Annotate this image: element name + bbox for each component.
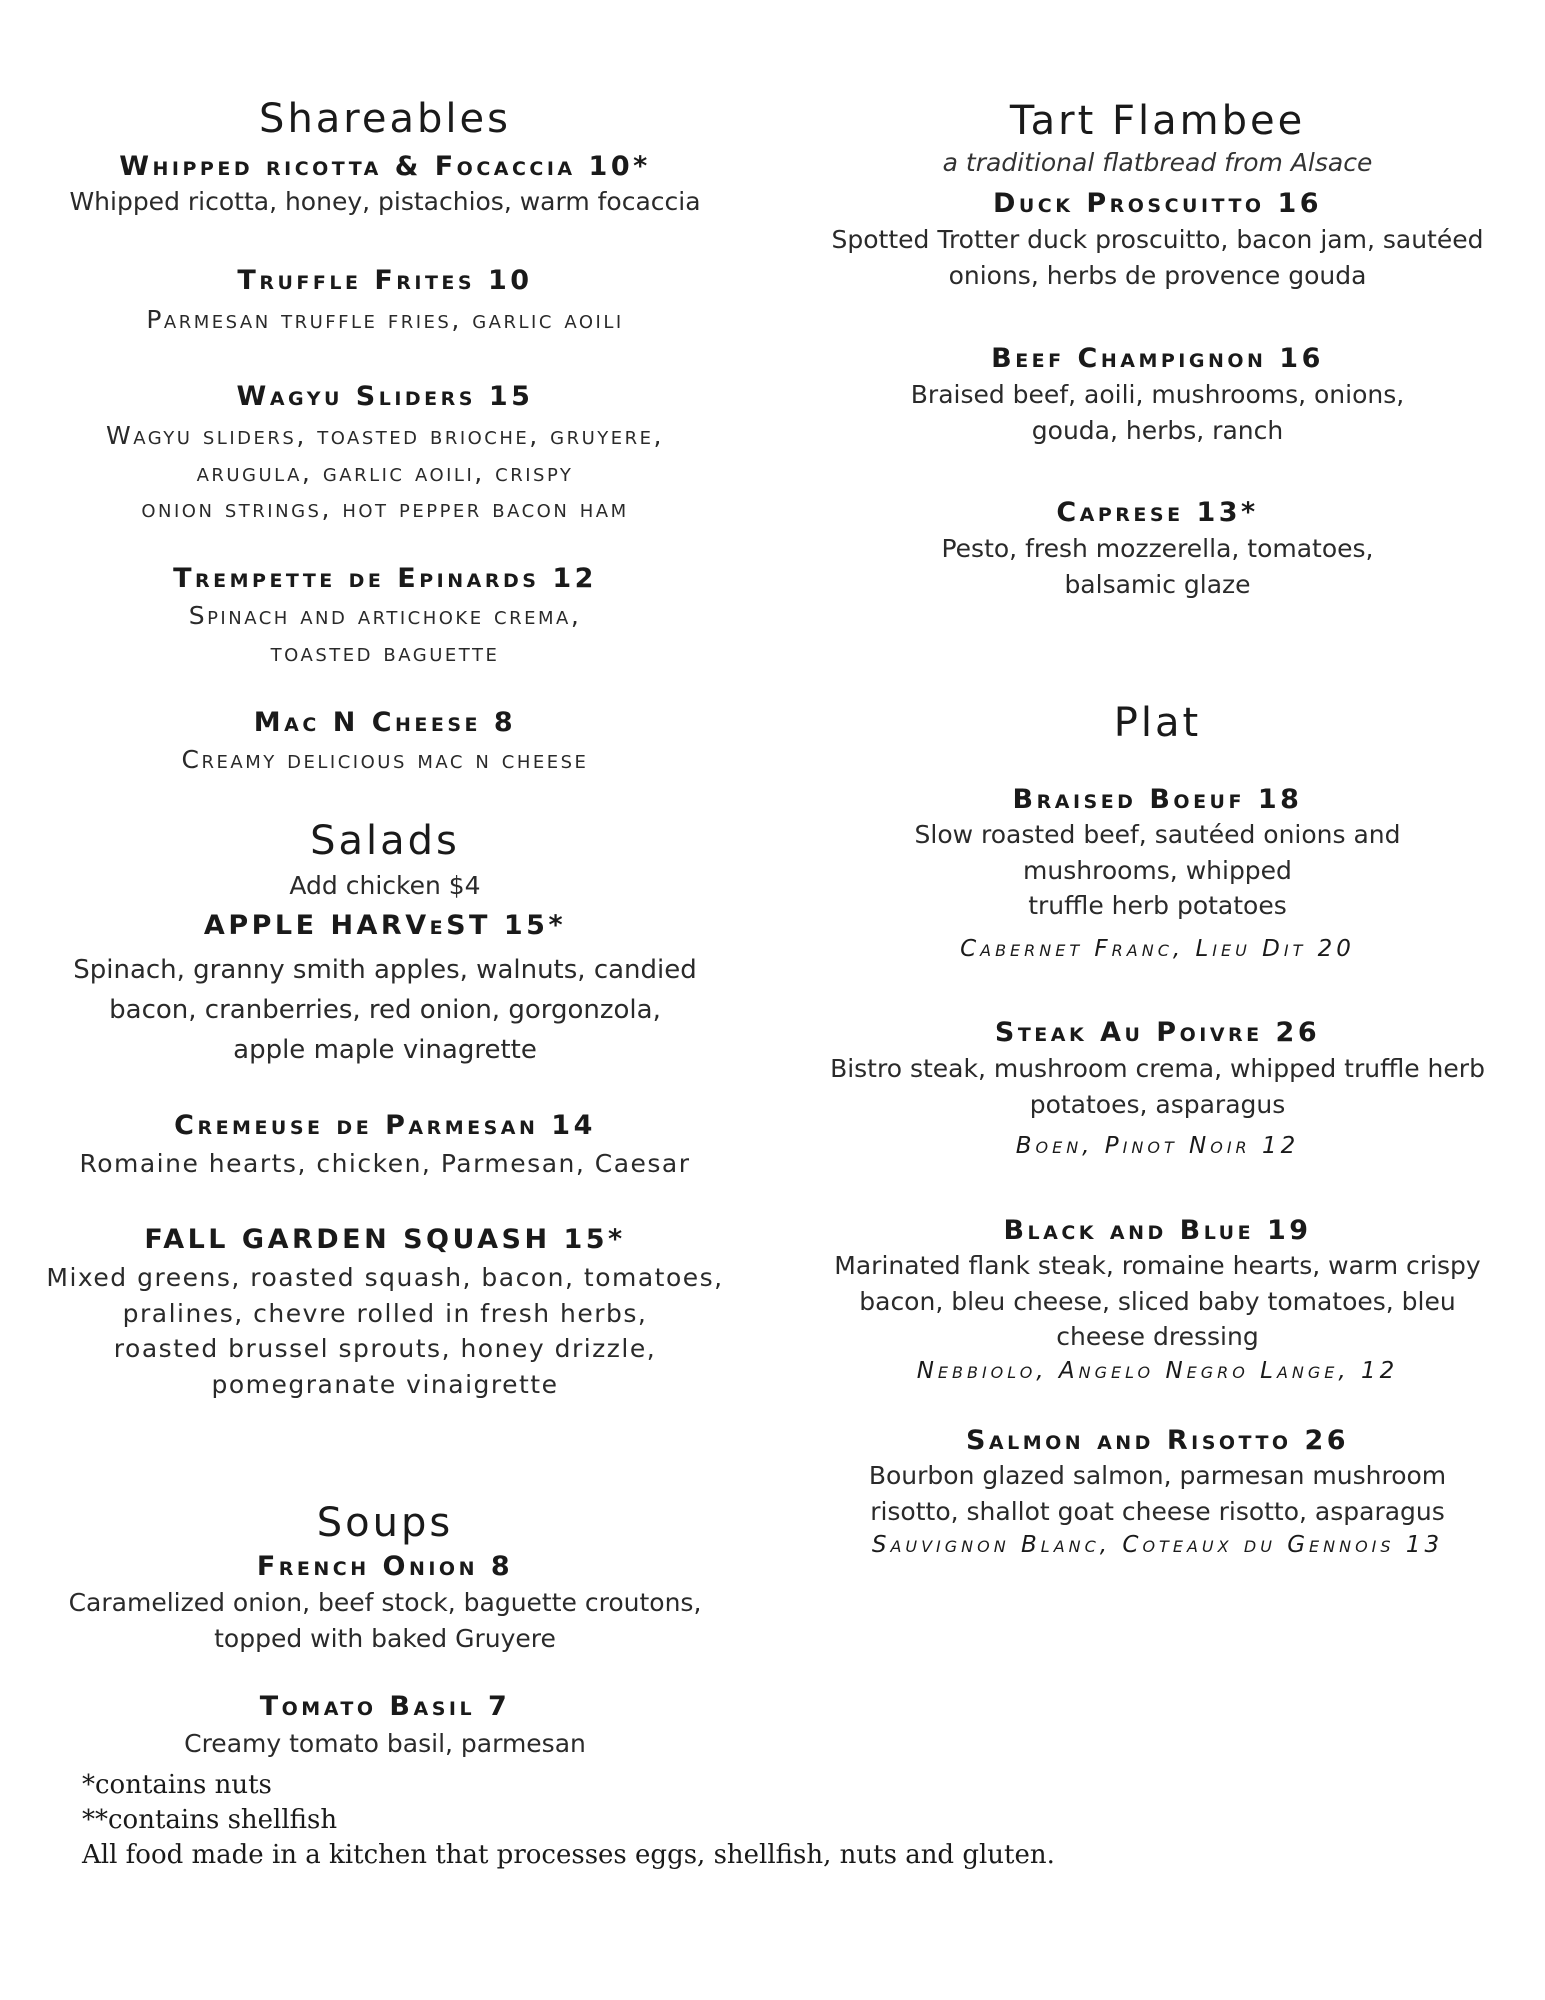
plat-title: Plat <box>1113 700 1202 746</box>
menu-item-desc: Wagyu sliders, toasted brioche, gruyere, arugula, garlic aoili, crispy onion strings, hot pepper bacon ham <box>106 421 664 523</box>
menu-item-name: Mac N Cheese 8 <box>253 707 517 738</box>
menu-item-desc: Spinach and artichoke crema, toasted baguette <box>188 601 582 667</box>
menu-item-desc: Romaine hearts, chicken, Parmesan, Caesar <box>79 1149 691 1178</box>
menu-item-desc: Bourbon glazed salmon, parmesan mushroom risotto, shallot goat cheese risotto, asparagus <box>868 1461 1447 1526</box>
menu-item-name: French Onion 8 <box>256 1551 514 1582</box>
tart-flambee-title: Tart Flambee <box>1009 98 1306 144</box>
menu-item-name: Tomato Basil 7 <box>259 1691 511 1722</box>
menu-item-desc: Parmesan truffle fries, garlic aoili <box>146 305 624 334</box>
menu-item-name: Truffle Frites 10 <box>237 265 533 296</box>
footnote-nuts: *contains nuts <box>82 1770 272 1800</box>
menu-item-name: Steak Au Poivre 26 <box>994 1017 1321 1048</box>
menu-item-name: Whipped ricotta & Focaccia 10* <box>119 151 651 182</box>
wine-pairing: Sauvignon Blanc, Coteaux du Gennois 13 <box>871 1532 1444 1558</box>
menu-item-name: Duck Proscuitto 16 <box>992 188 1323 219</box>
menu-item-desc: Whipped ricotta, honey, pistachios, warm focaccia <box>69 187 701 216</box>
wine-pairing: Nebbiolo, Angelo Negro Lange, 12 <box>916 1358 1399 1384</box>
shareables-title: Shareables <box>259 96 511 142</box>
menu-item-desc: Creamy delicious mac n cheese <box>181 745 589 774</box>
menu-item-name: FALL GARDEN SQUASH 15* <box>144 1224 626 1255</box>
menu-item-desc: Pesto, fresh mozzerella, tomatoes, balsamic glaze <box>941 534 1374 599</box>
footnotes <box>82 1768 1055 1873</box>
menu-item-name: Cremeuse de Parmesan 14 <box>174 1110 596 1141</box>
soups-title: Soups <box>316 1500 454 1546</box>
menu-item-name: Black and Blue 19 <box>1003 1215 1312 1246</box>
menu-item-desc: Caramelized onion, beef stock, baguette croutons, topped with baked Gruyere <box>68 1588 702 1653</box>
wine-pairing: Boen, Pinot Noir 12 <box>1015 1133 1300 1159</box>
footnote-shellfish: **contains shellfish <box>82 1805 338 1835</box>
menu-item-desc: Slow roasted beef, sautéed onions and mushrooms, whipped truffle herb potatoes <box>914 820 1401 920</box>
menu-item-desc: Bistro steak, mushroom crema, whipped truffle herb potatoes, asparagus <box>830 1054 1485 1119</box>
menu-item-name: Caprese 13* <box>1056 497 1259 528</box>
salads-title: Salads <box>310 818 460 864</box>
menu-item-desc: Braised beef, aoili, mushrooms, onions, gouda, herbs, ranch <box>910 380 1405 445</box>
menu-item-desc: Spinach, granny smith apples, walnuts, candied bacon, cranberries, red onion, gorgonzola, apple maple vinagrette <box>73 955 697 1065</box>
menu-item-name: Beef Champignon 16 <box>991 343 1324 374</box>
menu-item-name: Salmon and Risotto 26 <box>965 1425 1350 1456</box>
menu-item-name: Wagyu Sliders 15 <box>236 381 534 412</box>
wine-pairing: Cabernet Franc, Lieu Dit 20 <box>960 936 1355 962</box>
tart-flambee-subtitle: a traditional flatbread from Alsace <box>942 148 1373 177</box>
menu-item-name: APPLE HARVeST 15* <box>203 910 567 941</box>
menu-item-name: Trempette de Epinards 12 <box>173 563 597 594</box>
footnote-allergens: All food made in a kitchen that processes eggs, shellfish, nuts and gluten. <box>82 1840 1055 1870</box>
menu-item-desc: Spotted Trotter duck proscuitto, bacon jam, sautéed onions, herbs de provence gouda <box>831 225 1484 290</box>
salads-subtitle: Add chicken $4 <box>289 871 481 900</box>
menu-item-desc: Mixed greens, roasted squash, bacon, tomatoes, pralines, chevre rolled in fresh herbs, roasted brussel sprouts, honey drizzle, pomegranate vinaigrette <box>46 1263 724 1399</box>
menu-item-desc: Marinated flank steak, romaine hearts, warm crispy bacon, bleu cheese, sliced baby tomatoes, bleu cheese dressing <box>834 1251 1481 1351</box>
menu-item-desc: Creamy tomato basil, parmesan <box>184 1729 586 1758</box>
menu-item-name: Braised Boeuf 18 <box>1012 784 1303 815</box>
